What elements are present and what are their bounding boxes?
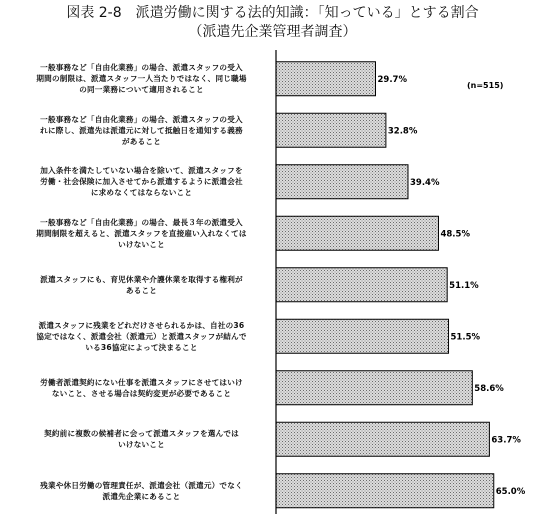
category-label-line: に求めなくてはならないこと — [90, 188, 193, 198]
chart-title: 図表 2-8 派遣労働に関する法的知識：「知っている」とする割合 — [66, 5, 479, 21]
bar-1 — [276, 62, 375, 96]
bar-5 — [276, 268, 447, 302]
category-label-2 — [14, 114, 269, 147]
category-label-8 — [14, 428, 269, 450]
category-label-line: 派遣スタッフに残業をどれだけさせられるかは、自社の36 — [38, 320, 245, 330]
bar-7 — [276, 371, 472, 405]
category-label-7 — [14, 377, 269, 399]
category-label-5 — [14, 274, 269, 296]
category-label-line: いる36協定によって決まること — [85, 342, 198, 352]
bar-4 — [276, 216, 438, 250]
category-label-line: 労働・社会保険に加入させてから派遣するように派遣会社 — [40, 177, 243, 187]
category-label-line: 一般事務など「自由化業務」の場合、派遣スタッフの受入 — [40, 63, 243, 73]
category-label-line: 加入条件を満たしていない場合を除いて、派遣スタッフを — [40, 166, 243, 176]
category-label-3 — [14, 165, 269, 198]
category-label-line: いけないこと — [118, 440, 165, 450]
category-label-line: 期間制限を超えると、派遣スタッフを直接雇い入れなくては — [36, 228, 247, 238]
bar-value-label-5: 51.1% — [449, 280, 479, 291]
bar-2 — [276, 113, 386, 147]
category-label-line: 派遣スタッフにも、育児休業や介護休業を取得する権利が — [40, 274, 243, 284]
bar-3 — [276, 165, 408, 199]
category-label-line: 一般事務など「自由化業務」の場合、最長３年の派遣受入 — [40, 217, 243, 227]
category-label-line: いけないこと — [118, 239, 165, 249]
category-label-line: 契約前に複数の候補者に会って派遣スタッフを選んでは — [44, 429, 239, 439]
category-label-line: 一般事務など「自由化業務」の場合、派遣スタッフの受入 — [40, 114, 243, 124]
bar-6 — [276, 319, 449, 353]
sample-size-note: (n=515) — [467, 81, 504, 90]
category-label-line: ないこと、させる場合は契約変更が必要であること — [51, 388, 232, 398]
category-label-line: 残業や休日労働の管理責任が、派遣会社（派遣元）でなく — [40, 480, 243, 490]
bar-value-label-7: 58.6% — [474, 383, 504, 394]
bar-value-label-4: 48.5% — [440, 229, 470, 240]
category-label-line: 協定ではなく、派遣会社（派遣元）と派遣スタッフが結んで — [36, 331, 247, 341]
category-label-4 — [14, 217, 269, 250]
bar-value-label-6: 51.5% — [450, 332, 481, 343]
bar-value-label-3: 39.4% — [409, 177, 440, 188]
category-label-line: 派遣先企業にあること — [102, 491, 181, 501]
category-label-1 — [14, 62, 269, 95]
bar-value-label-9: 65.0% — [495, 486, 526, 497]
bar-8 — [276, 422, 489, 456]
chart-subtitle: （派遣先企業管理者調査） — [188, 24, 357, 40]
category-label-line: 期間の制限は、派遣スタッフ一人当たりではなく、同じ職場 — [36, 74, 247, 84]
category-label-6 — [14, 320, 269, 353]
category-label-line: あること — [125, 285, 158, 295]
bar-value-label-8: 63.7% — [491, 435, 521, 446]
bar-value-label-1: 29.7% — [377, 74, 407, 85]
category-label-9 — [14, 480, 269, 502]
category-label-line: があること — [122, 136, 161, 146]
bar-9 — [276, 474, 494, 508]
category-label-line: の同一業務について適用されること — [79, 85, 204, 95]
category-label-line: 労働者派遣契約にない仕事を派遣スタッフにさせてはいけ — [40, 377, 243, 387]
bar-value-label-2: 32.8% — [387, 126, 418, 137]
category-label-line: れに際し、派遣先は派遣元に対して抵触日を通知する義務 — [40, 125, 243, 135]
